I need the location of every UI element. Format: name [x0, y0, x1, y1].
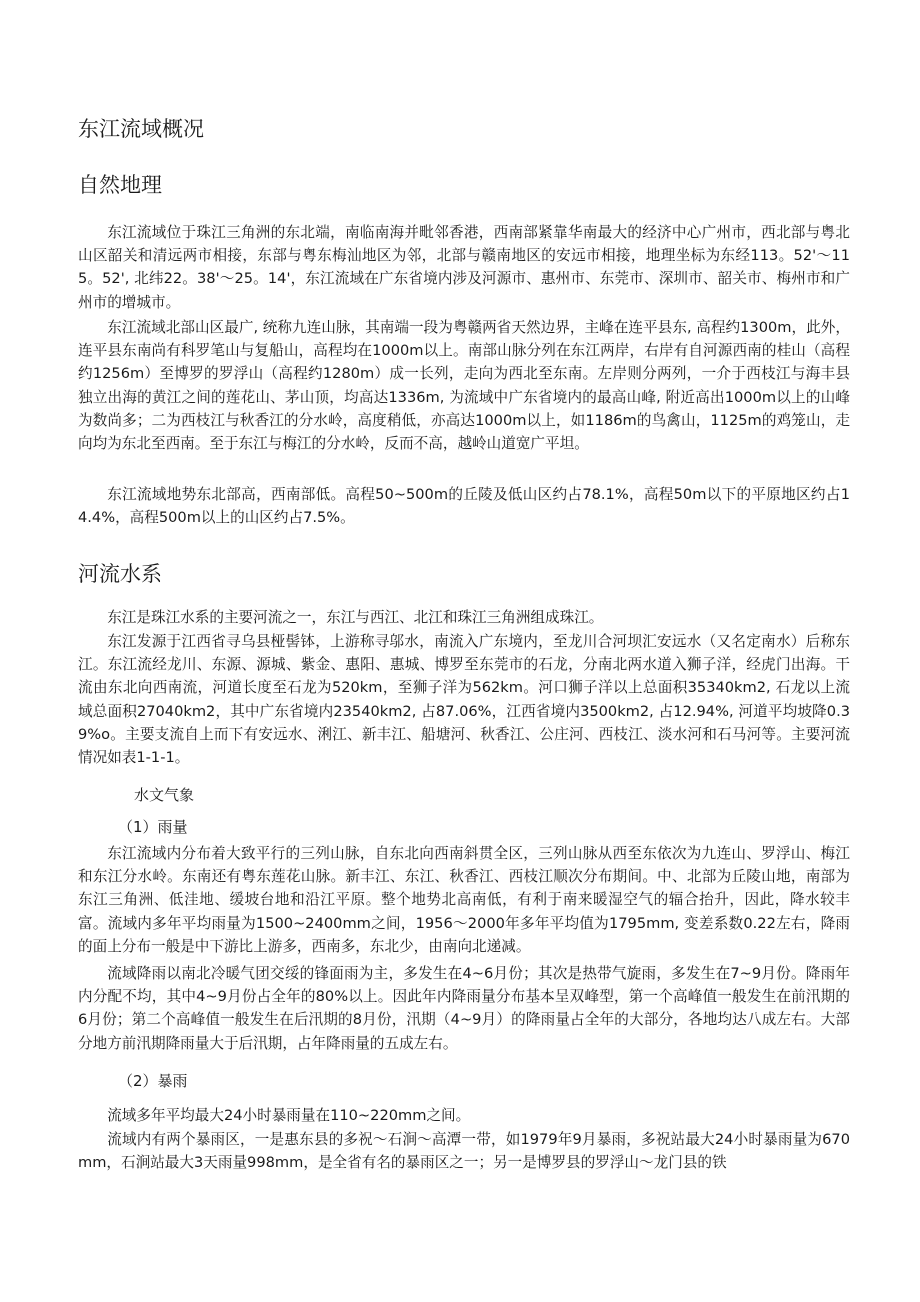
paragraph: 东江发源于江西省寻乌县桠髻钵，上游称寻邬水，南流入广东境内，至龙川合河坝汇安远水（又名定南水）后称东江。东江流经龙川、东源、源城、紫金、惠阳、惠城、博罗至东莞市的石龙，分南北两水道入狮子洋，经虎门出海。干流由东北向西南流，河道长度至石龙为520km，至狮子洋为562km。河口狮子洋以上总面积35340km2, 石龙以上流域总面积27040km2，其中广东省境内23540km2, 占87.06%，江西省境内3500km2, 占12.94%, 河道平均坡降0.39%o。主要支流自上而下有安远水、浰江、新丰江、船塘河、秋香江、公庄河、西枝江、淡水河和石马河等。主要河流情况如表1-1-1。: [78, 633, 850, 767]
paragraph: 东江是珠江水系的主要河流之一，东江与西江、北江和珠江三角洲组成珠江。: [107, 609, 604, 626]
paragraph: 东江流域内分布着大致平行的三列山脉，自东北向西南斜贯全区，三列山脉从西至东依次为九连山、罗浮山、梅江和东江分水岭。东南还有粤东莲花山脉。新丰江、东江、秋香江、西枝江顺次分布期间。中、北部为丘陵山地，南部为东江三角洲、低洼地、缓坡台地和沿江平原。整个地势北高南低，有利于南来暖湿空气的辐合抬升，因此，降水较丰富。流域内多年平均雨量为1500~2400mm之间，1956〜2000年多年平均值为1795mm, 变差系数0.22左右，降雨的面上分布一般是中下游比上游多，西南多，东北少，由南向北递减。: [78, 845, 850, 955]
subheading-rainfall: （1）雨量: [118, 818, 188, 836]
section-heading-natural: 自然地理: [78, 173, 162, 197]
paragraph: 流域内有两个暴雨区，一是惠东县的多祝〜石涧〜高潭一带，如1979年9月暴雨，多祝站最大24小时暴雨量为670mm，石涧站最大3天雨量998mm，是全省有名的暴雨区之一；另一是博罗县的罗浮山〜龙门县的铁: [78, 1131, 850, 1172]
paragraph: 东江流域位于珠江三角洲的东北端，南临南海并毗邻香港，西南部紧靠华南最大的经济中心广州市，西北部与粤北山区韶关和清远两市相接，东部与粤东梅汕地区为邻，北部与赣南地区的安远市相接，地理坐标为东经113。52'〜115。52', 北纬22。38'〜25。14'，东江流域在广东省境内涉及河源市、惠州市、东莞市、深圳市、韶关市、梅州市和广州市的增城市。: [78, 224, 850, 311]
subheading-rainstorm: （2）暴雨: [118, 1072, 188, 1090]
paragraph: 流域多年平均最大24小时暴雨量在110~220mm之间。: [107, 1107, 471, 1124]
section-heading-hydro: 水文气象: [134, 786, 195, 804]
paragraph: 东江流域地势东北部高，西南部低。高程50~500m的丘陵及低山区约占78.1%，高程50m以下的平原地区约占14.4%，高程500m以上的山区约占7.5%。: [78, 486, 850, 527]
document-title: 东江流域概况: [78, 117, 204, 141]
section-heading-river: 河流水系: [78, 562, 162, 586]
paragraph: 流域降雨以南北冷暖气团交绥的锋面雨为主，多发生在4~6月份；其次是热带气旋雨，多发生在7~9月份。降雨年内分配不均，其中4~9月份占全年的80%以上。因此年内降雨量分布基本呈双峰型，第一个高峰值一般发生在前汛期的6月份；第二个高峰值一般发生在后汛期的8月份，汛期（4~9月）的降雨量占全年的大部分，各地均达八成左右。大部分地方前汛期降雨量大于后汛期，占年降雨量的五成左右。: [78, 965, 850, 1052]
paragraph: 东江流域北部山区最广, 统称九连山脉，其南端一段为粤赣两省天然边界，主峰在连平县东, 高程约1300m，此外，连平县东南尚有科罗笔山与复船山，高程均在1000m以上。南部山脉分列在东江两岸，右岸有自河源西南的桂山（高程约1256m）至博罗的罗浮山（高程约1280m）成一长列，走向为西北至东南。左岸则分两列，一介于西枝江与海丰县独立出海的黄江之间的莲花山、茅山顶，均高达1336m, 为流域中广东省境内的最高山峰, 附近高出1000m以上的山峰为数尚多；二为西枝江与秋香江的分水岭，高度稍低，亦高达1000m以上，如1186m的鸟禽山，1125m的鸡笼山，走向均为东北至西南。至于东江与梅江的分水岭，反而不高，越岭山道宽广平坦。: [78, 319, 850, 453]
